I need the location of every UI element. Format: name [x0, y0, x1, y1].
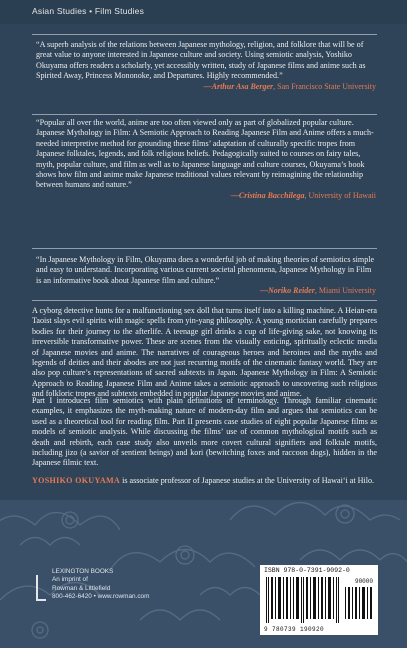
review-quote-3	[36, 255, 376, 296]
review-quote-2	[36, 118, 376, 201]
author-bio	[32, 476, 377, 486]
author-bio-text: is associate professor of Japanese studies at the University of Hawai‘i at Hilo.	[120, 476, 375, 485]
barcode-addon-icon	[345, 587, 373, 619]
divider-3	[32, 248, 377, 249]
publisher-contact: 800-462-6420 • www.rowman.com	[52, 593, 150, 601]
barcode-main-icon	[266, 577, 342, 623]
divider-2	[32, 114, 377, 115]
publisher-imprint: An imprint of	[52, 576, 88, 584]
publisher-info	[52, 568, 149, 602]
description-paragraph-2: Part I introduces film semiotics with plain definitions of terminology. Through familiar cinematic examples, it emphasizes the myth-making nature of modern-day film and argues that semiotics can be used as a theoretical tool for reading film. Part II presents case studies of eight popular Japanese films as models of semiotic analysis. While discussing the films’ use of common mythological motifs such as death and rebirth, each case study also unveils more covert cultural signifiers and folktale motifs, including jizo (a savior of sentient beings) and kori (bewitching foxes and raccoon dogs), hidden in the Japanese filmic text.	[32, 396, 377, 468]
quote-text: “Popular all over the world, anime are too often viewed only as part of globalized popular culture. Japanese Mythology in Film: A Semiotic Approach to Reading Japanese Film and Anime offers a much-needed interpretive method for grounding these films’ adaptation of culturally specific tropes from Japanese folktales, legends, and folk religious beliefs. Pedagogically suited to courses on fairy tales, myth, popular culture, and film as well as to Japanese language and culture courses, Okuyama’s book shows how film and anime make Japanese traditional values relevant by reimagining the relationship between humans and nature.”	[36, 118, 374, 190]
divider-top	[32, 34, 377, 35]
reviewer-name: —Noriko Reider	[260, 286, 315, 296]
reviewer-institution: , University of Hawaii	[304, 190, 376, 200]
isbn-label: ISBN 978-0-7391-9092-0	[264, 567, 350, 574]
publisher-parent: Rowman & Littlefield	[52, 584, 111, 592]
quote-attribution	[36, 286, 376, 296]
publisher-logo-icon	[36, 575, 46, 601]
quote-attribution	[36, 191, 376, 201]
review-quote-1	[36, 40, 376, 92]
quote-attribution	[36, 82, 376, 92]
description-paragraph-1: A cyborg detective hunts for a malfunctioning sex doll that turns itself into a killing machine. A Heian-era Taoist slays evil spirits with magic spells from yin-yang philosophy. A young mortician carefully prepares bodies for their journey to the afterlife. A teenage girl drinks a cup of life-giving sake, not knowing its irreversible transformative power. These are scenes from the visually enticing, spiritually eclectic media of Japanese movies and anime. The narratives of courageous heroes and heroines and the myths and legends of deities and their abodes are not just recurring motifs of the cinematic fantasy world. They are also pop culture’s representations of sacred subtexts in Japan. Japanese Mythology in Film: A Semiotic Approach to Reading Japanese Film and Anime takes a semiotic approach to uncovering such religious and folkloric tropes and subtexts embedded in popular Japanese movies and anime.	[32, 306, 377, 399]
price-code: 90000	[354, 578, 373, 585]
reviewer-name: —Arthur Asa Berger	[203, 81, 274, 91]
barcode-panel	[260, 565, 378, 635]
barcode-digits: 9 780739 190920	[264, 626, 325, 633]
reviewer-name: —Cristina Bacchilega	[230, 190, 305, 200]
publisher-name: LEXINGTON BOOKS	[52, 568, 114, 575]
reviewer-institution: , Miami University	[314, 286, 376, 296]
reviewer-institution: , San Francisco State University	[273, 81, 376, 91]
divider-4	[32, 300, 377, 301]
author-name: YOSHIKO OKUYAMA	[32, 476, 121, 485]
category-label: Asian Studies • Film Studies	[32, 6, 145, 16]
quote-text: “A superb analysis of the relations between Japanese mythology, religion, and folklore that will be of great value to anyone interested in Japanese culture and society. Using semiotic analysis, Yoshiko Okuyama offers readers a scholarly, yet accessibly written, study of Japanese films and anime such as Spirited Away, Princess Mononoke, and Departures. Highly recommended.”	[36, 40, 366, 81]
quote-text: “In Japanese Mythology in Film, Okuyama does a wonderful job of making theories of semiotics simple and easy to understand. Incorporating various current societal phenomena, Japanese Mythology in Film is an informative book about Japanese film and culture.”	[36, 255, 375, 285]
